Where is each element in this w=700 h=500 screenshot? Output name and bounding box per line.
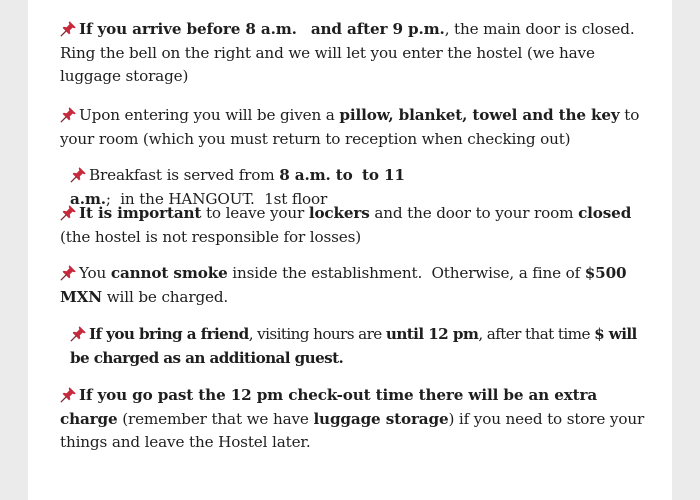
notice-text: (remember that we have (117, 409, 314, 428)
notice-text-bold: It is important (79, 204, 202, 222)
notice-text: ; in the HANGOUT. 1st floor (105, 189, 328, 208)
notice-text-bold: until 12 pm (385, 325, 479, 343)
notice-text: , after that time (478, 325, 595, 343)
pushpin-icon (60, 204, 77, 221)
notice-text-bold: closed (578, 204, 632, 222)
notice-text: to leave your (201, 204, 309, 222)
notice-text: (the hostel is not responsible for losses) (60, 227, 362, 246)
notice-text: Upon entering you will be given a (79, 106, 340, 124)
notice-smoking (60, 262, 650, 309)
pushpin-icon (70, 325, 87, 342)
notice-text-bold: If you bring a friend (89, 325, 249, 343)
document-page (28, 0, 672, 500)
notice-text-bold: If you arrive before 8 a.m. (79, 20, 297, 38)
notice-text-bold: $500 MXN (60, 264, 627, 306)
notice-arrival (60, 18, 650, 89)
notice-text: , the main door is closed. Ring the bell on the right and we will let you enter the hostel (we have luggage storage) (60, 20, 635, 85)
notice-text-bold: and after 9 p.m. (310, 20, 445, 38)
notice-text-bold: pillow, blanket, towel and the key (339, 106, 620, 124)
notice-text: inside the establishment. Otherwise, a fine of (227, 264, 585, 282)
notice-text: Breakfast is served from (89, 166, 280, 184)
notice-text: , visiting hours are (248, 325, 386, 343)
notice-entering (60, 104, 650, 151)
notice-text-bold: If you go past the 12 pm check-out time there will be an extra charge (60, 386, 598, 428)
notice-text-bold: cannot smoke (110, 264, 228, 282)
pushpin-icon (60, 386, 77, 403)
notice-text-bold: to 11 a.m. (70, 166, 405, 208)
pushpin-icon (60, 20, 77, 37)
pushpin-icon (70, 166, 87, 183)
pushpin-icon (60, 106, 77, 123)
pushpin-icon (60, 264, 77, 281)
notice-text-bold: lockers (308, 204, 370, 222)
notice-friend (70, 323, 655, 370)
notice-text: You (79, 264, 111, 282)
notice-text (353, 166, 362, 184)
notice-text (297, 20, 311, 38)
notice-checkout (60, 384, 650, 455)
notice-lockers (60, 202, 650, 249)
notice-text-bold: 8 a.m. to (279, 166, 353, 184)
notice-text-bold: luggage storage (313, 409, 449, 428)
notice-text-bold: $ will be charged as an additional guest. (70, 325, 637, 367)
notice-text: will be charged. (102, 287, 229, 306)
notice-text: to your room (which you must return to reception when checking out) (60, 106, 640, 148)
notice-text: and the door to your room (369, 204, 579, 222)
notice-text: ) if you need to store your things and leave the Hostel later. (60, 409, 645, 451)
